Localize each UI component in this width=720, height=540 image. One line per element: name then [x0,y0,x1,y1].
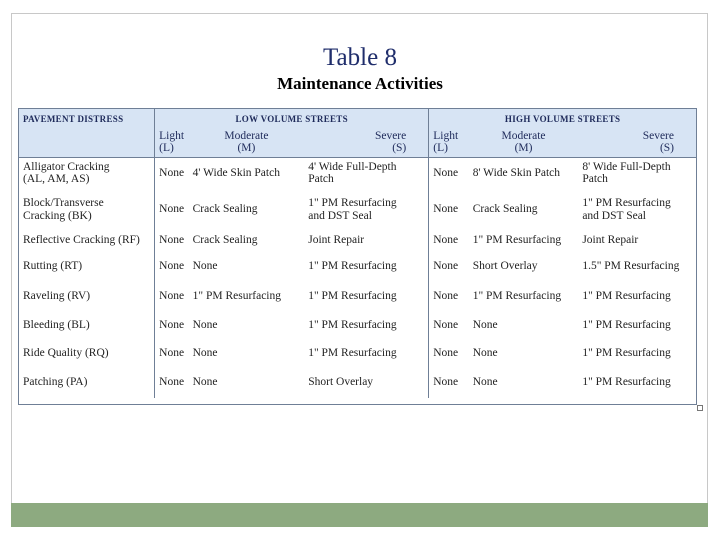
cell-high-moderate: Crack Sealing [472,203,538,216]
cell-high-light: None [429,251,469,283]
cell-high-light: None [429,231,469,251]
cell-high-moderate: None [472,318,498,331]
cell-high-light: None [429,340,469,368]
cell-low-moderate: Crack Sealing [192,203,258,216]
cell-low-severe: 1" PM Resurfacing [308,290,397,303]
cell-low-light: None [155,251,189,283]
table-row [19,189,696,231]
cell-high-moderate: None [472,347,498,360]
table-row [19,311,696,340]
cell-high-light: None [429,283,469,311]
slide-subtitle: Maintenance Activities [277,74,443,93]
header-high-severe: Severe (S) [578,127,696,158]
cell-low-moderate: None [192,318,218,331]
slide-title: Table 8 [323,44,397,71]
table-row [19,231,696,251]
cell-low-severe: 4' Wide Full-Depth Patch [308,160,397,186]
cell-high-light: None [429,189,469,231]
header-low-moderate: Moderate (M) [189,127,305,158]
header-pavement-distress: PAVEMENT DISTRESS [23,114,124,124]
cell-low-light: None [155,231,189,251]
cell-low-severe: 1" PM Resurfacing [308,318,397,331]
cell-low-moderate: None [192,376,218,389]
cell-low-moderate: 1" PM Resurfacing [192,290,282,303]
cell-distress: Ride Quality (RQ) [23,347,109,360]
cell-high-light: None [429,368,469,398]
cell-high-severe: 1" PM Resurfacing [582,376,671,389]
maintenance-table-container [18,108,697,405]
cell-high-moderate: 1" PM Resurfacing [472,234,562,247]
maintenance-table [19,109,696,398]
cell-low-light: None [155,340,189,368]
table-row [19,340,696,368]
footer-bar [11,503,708,527]
cell-high-severe: 1" PM Resurfacing and DST Seal [582,197,671,222]
cell-low-severe: Short Overlay [308,376,374,389]
cell-high-severe: 8' Wide Full-Depth Patch [582,160,671,186]
cell-high-moderate: 1" PM Resurfacing [472,290,562,303]
cell-low-light: None [155,283,189,311]
cell-distress: Bleeding (BL) [23,318,90,331]
cell-low-moderate: None [192,347,218,360]
cell-low-moderate: Crack Sealing [192,234,258,247]
table-row [19,368,696,398]
cell-distress: Block/Transverse Cracking (BK) [23,197,104,222]
cell-high-severe: 1" PM Resurfacing [582,318,671,331]
cell-distress: Reflective Cracking (RF) [23,234,140,247]
table-row [19,158,696,189]
header-high-light: Light (L) [429,127,469,158]
cell-low-moderate: None [192,260,218,273]
cell-high-light: None [429,311,469,340]
cell-distress: Alligator Cracking (AL, AM, AS) [23,160,110,186]
cell-high-moderate: Short Overlay [472,260,538,273]
header-high-moderate: Moderate (M) [469,127,579,158]
cell-high-moderate: None [472,376,498,389]
header-low-volume: LOW VOLUME STREETS [155,109,429,127]
header-blank [19,127,155,158]
cell-high-severe: Joint Repair [582,234,639,247]
group-header-row [19,109,696,127]
cell-low-moderate: 4' Wide Skin Patch [192,167,280,179]
cell-distress: Rutting (RT) [23,260,83,273]
sub-header-row [19,127,696,158]
cell-low-light: None [155,311,189,340]
cell-low-light: None [155,158,189,189]
header-high-volume: HIGH VOLUME STREETS [429,109,696,127]
cell-low-severe: 1" PM Resurfacing and DST Seal [308,197,397,222]
cell-low-light: None [155,189,189,231]
table-row [19,251,696,283]
resize-handle[interactable] [697,405,703,411]
cell-high-light: None [429,158,469,189]
cell-low-severe: Joint Repair [308,234,365,247]
cell-low-light: None [155,368,189,398]
cell-distress: Patching (PA) [23,376,88,389]
table-row [19,283,696,311]
header-low-severe: Severe (S) [304,127,429,158]
cell-high-severe: 1" PM Resurfacing [582,347,671,360]
cell-high-severe: 1.5" PM Resurfacing [582,260,680,273]
cell-high-moderate: 8' Wide Skin Patch [472,167,561,179]
header-low-light: Light (L) [155,127,189,158]
cell-distress: Raveling (RV) [23,290,91,303]
cell-low-severe: 1" PM Resurfacing [308,347,397,360]
cell-low-severe: 1" PM Resurfacing [308,260,397,273]
cell-high-severe: 1" PM Resurfacing [582,290,671,303]
